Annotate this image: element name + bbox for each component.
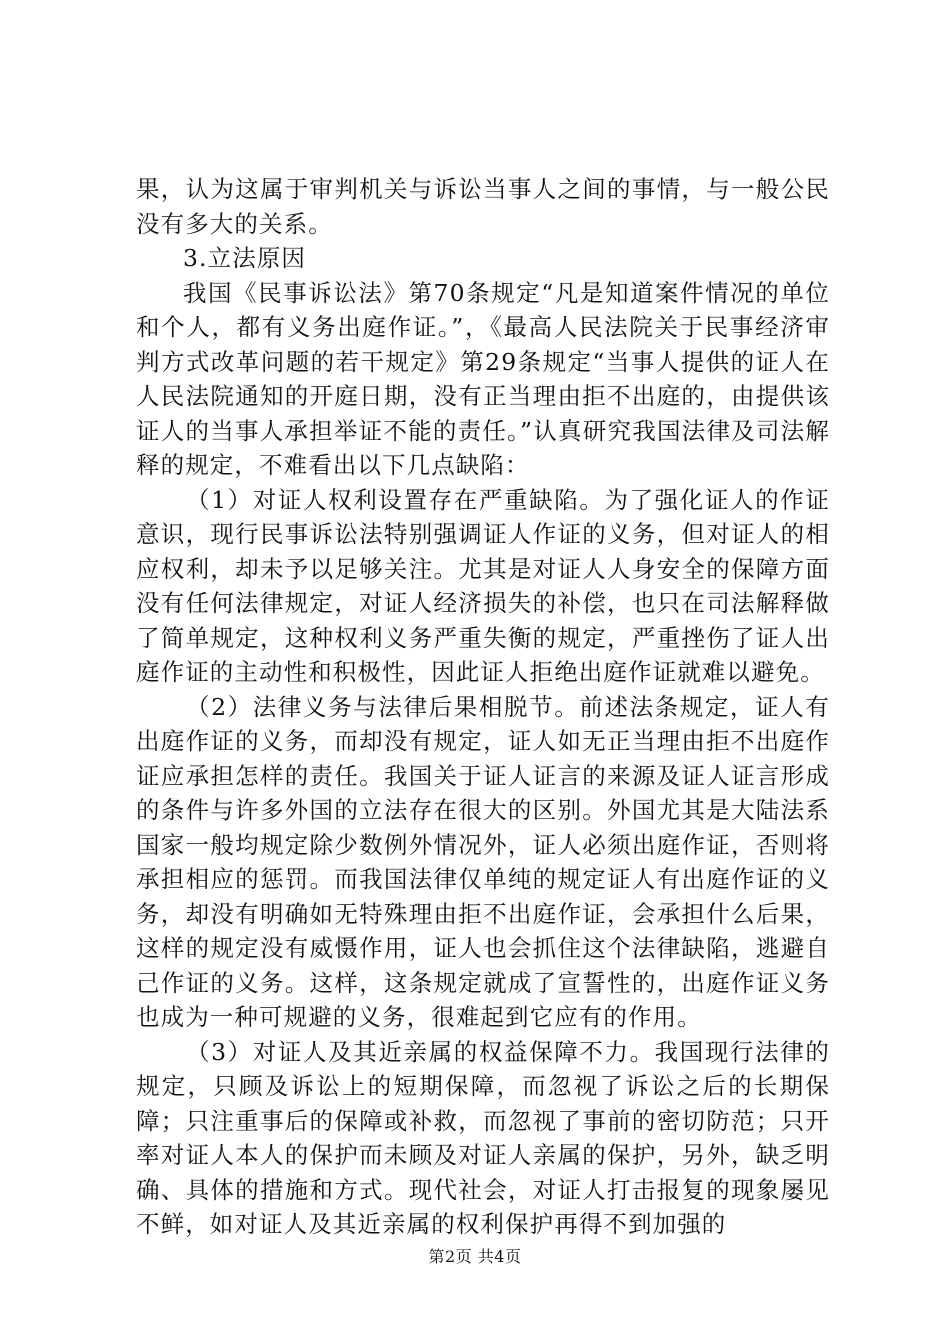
page-number-footer: 第2页 共4页 <box>428 1247 522 1266</box>
paragraph-point-2: （2）法律义务与法律后果相脱节。前述法条规定，证人有出庭作证的义务，而却没有规定，证人如无正当理由拒不出庭作证应承担怎样的责任。我国关于证人证言的来源及证人证言形成的条件与许多外国的立法存在很大的区别。外国尤其是大陆法系国家一般均规定除少数例外情况外，证人必须出庭作证，否则将承担相应的惩罚。而我国法律仅单纯的规定证人有出庭作证的义务，却没有明确如无特殊理由拒不出庭作证，会承担什么后果，这样的规定没有威慑作用，证人也会抓住这个法律缺陷，逃避自己作证的义务。这样，这条规定就成了宣誓性的，出庭作证义务也成为一种可规避的义务，很难起到它应有的作用。 <box>136 692 830 1031</box>
paragraph-legal-provisions: 我国《民事诉讼法》第70条规定“凡是知道案件情况的单位和个人，都有义务出庭作证。”，《最高人民法院关于民事经济审判方式改革问题的若干规定》第29条规定“当事人提供的证人在人民法院通知的开庭日期，没有正当理由拒不出庭的，由提供该证人的当事人承担举证不能的责任。”认真研究我国法律及司法解释的规定，不难看出以下几点缺陷： <box>136 278 830 479</box>
paragraph-continuation: 果，认为这属于审判机关与诉讼当事人之间的事情，与一般公民没有多大的关系。 <box>136 175 830 238</box>
paragraph-point-1: （1）对证人权利设置存在严重缺陷。为了强化证人的作证意识，现行民事诉讼法特别强调证人作证的义务，但对证人的相应权利，却未予以足够关注。尤其是对证人人身安全的保障方面没有任何法律规定，对证人经济损失的补偿，也只在司法解释做了简单规定，这种权利义务严重失衡的规定，严重挫伤了证人出庭作证的主动性和积极性，因此证人拒绝出庭作证就难以避免。 <box>136 485 830 686</box>
paragraph-point-3: （3）对证人及其近亲属的权益保障不力。我国现行法律的规定，只顾及诉讼上的短期保障，而忽视了诉讼之后的长期保障；只注重事后的保障或补救，而忽视了事前的密切防范；只开率对证人本人的保护而未顾及对证人亲属的保护，另外，缺乏明确、具体的措施和方式。现代社会，对证人打击报复的现象屡见不鲜，如对证人及其近亲属的权利保护再得不到加强的 <box>136 1037 830 1238</box>
document-body <box>136 172 830 1242</box>
section-heading-legislative-reasons: 3.立法原因 <box>183 244 307 272</box>
